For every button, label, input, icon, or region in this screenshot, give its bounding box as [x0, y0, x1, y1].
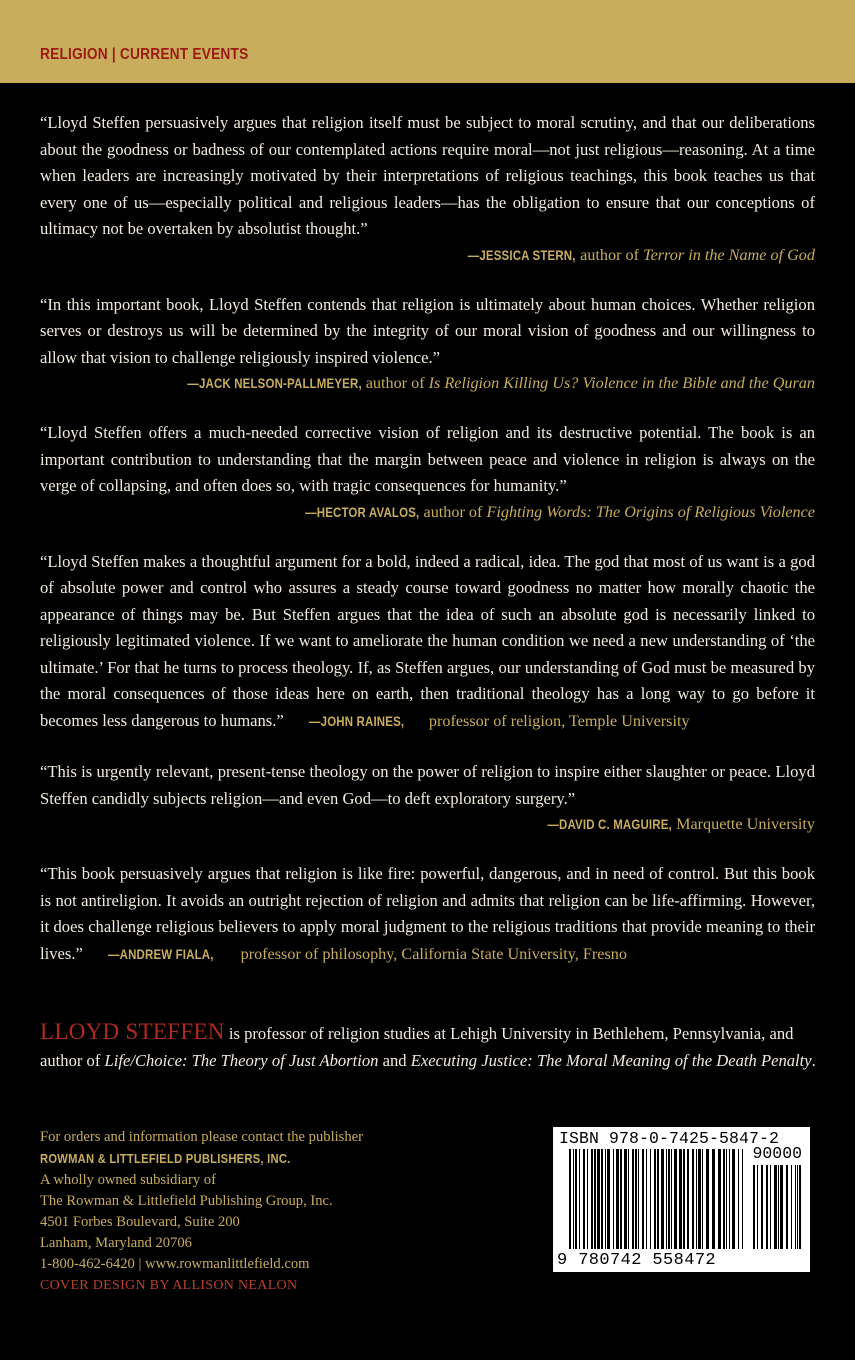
- barcode-bar: [635, 1149, 637, 1249]
- barcode-bar: [742, 1149, 743, 1249]
- barcode-bar: [661, 1149, 664, 1249]
- endorsement: [40, 292, 815, 396]
- bio-text: and: [378, 1051, 411, 1070]
- barcode-bar: [583, 1149, 585, 1249]
- bio-text: .: [811, 1051, 816, 1070]
- barcode-bar: [668, 1149, 670, 1249]
- barcode-addon-bar: [780, 1165, 783, 1249]
- barcode-bar: [628, 1149, 629, 1249]
- quote-text-body: “Lloyd Steffen makes a thoughtful argument for a bold, indeed a radical, idea. The god that most of us want is a god of absolute power and control who assures a steady course toward goodness no matter how morally chaotic the appearance of things may be. But Steffen argues that the idea of such an absolute god is necessarily linked to religiously legitimated violence. If we want to ameliorate the human condition we need a new understanding of ‘the ultimate.’ For that he turns to process theology. If, as Steffen argues, our understanding of God must be measured by the moral consequences of those ideas here on earth, then traditional theology has a long way to go before it becomes less dangerous to humans.”: [40, 551, 815, 730]
- barcode-bar: [706, 1149, 709, 1249]
- barcode-addon-bar: [791, 1165, 792, 1249]
- barcode-bar: [671, 1149, 672, 1249]
- endorser-role: author of: [423, 502, 483, 521]
- endorser-work: Fighting Words: The Origins of Religious Violence: [486, 502, 815, 521]
- isbn-barcode: [553, 1127, 810, 1272]
- price-code: 90000: [752, 1144, 802, 1163]
- barcode-bar: [605, 1149, 606, 1249]
- barcode-bar: [620, 1149, 622, 1249]
- quote-text: [40, 861, 815, 967]
- endorsement: [40, 110, 815, 267]
- endorser-name: —DAVID C. MAGUIRE,: [547, 816, 673, 832]
- barcode-bar: [657, 1149, 659, 1249]
- barcode-digits: 9 780742 558472: [557, 1251, 717, 1270]
- barcode-addon-bar: [766, 1165, 768, 1249]
- barcode-bar: [569, 1149, 571, 1249]
- barcode-bar: [607, 1149, 610, 1249]
- barcode-bar: [632, 1149, 634, 1249]
- barcode-bar: [729, 1149, 730, 1249]
- barcode-addon-bar: [786, 1165, 788, 1249]
- endorser-role: author of: [580, 245, 640, 264]
- barcode-bar: [573, 1149, 574, 1249]
- barcode-addon-bar: [778, 1165, 779, 1249]
- publisher-line: A wholly owned subsidiary of: [40, 1172, 216, 1188]
- endorsement: [40, 759, 815, 836]
- endorser-name: —HECTOR AVALOS,: [305, 503, 420, 520]
- quote-text: “Lloyd Steffen offers a much-needed corrective vision of religion and its destructive potential. The book is an important contribution to understanding that the margin between peace and violence in religion is always on the verge of collapsing, and often does so, with tragic consequences for humanity.”: [40, 423, 815, 495]
- barcode-bar: [613, 1149, 614, 1249]
- publisher-line: 4501 Forbes Boulevard, Suite 200: [40, 1214, 240, 1230]
- barcode-bar: [624, 1149, 627, 1249]
- barcode-bar: [654, 1149, 656, 1249]
- barcode-bar: [601, 1149, 603, 1249]
- endorser-role: Marquette University: [676, 815, 815, 833]
- barcode-bar: [702, 1149, 703, 1249]
- barcode-bar: [638, 1149, 639, 1249]
- barcode-bar: [594, 1149, 596, 1249]
- barcode-bar: [687, 1149, 689, 1249]
- barcode-addon-bar: [753, 1165, 755, 1249]
- endorser-name: —JOHN RAINES,: [308, 712, 404, 729]
- barcode-bar: [718, 1149, 721, 1249]
- quote-attribution: [40, 812, 815, 836]
- barcode-bar: [674, 1149, 677, 1249]
- category-label: RELIGION | CURRENT EVENTS: [40, 46, 249, 63]
- barcode-bar: [597, 1149, 600, 1249]
- publisher-intro: For orders and information please contact the publisher: [40, 1129, 363, 1145]
- quote-attribution: [309, 712, 690, 730]
- quote-text-body: “This book persuasively argues that religion is like fire: powerful, dangerous, and in need of control. But this book is not antireligion. It avoids an outright rejection of religion and admits that religion can be life-affirming. However, it does challenge religious believers to apply moral judgment to the religious traditions that provide meaning to their lives.”: [40, 864, 815, 963]
- barcode-addon-bar: [797, 1165, 798, 1249]
- barcode-bar: [587, 1149, 588, 1249]
- barcode-bar: [591, 1149, 593, 1249]
- barcode-addon-bar: [799, 1165, 801, 1249]
- barcode-addon-bar: [770, 1165, 771, 1249]
- endorsements: [40, 110, 815, 992]
- barcode-bar: [738, 1149, 739, 1249]
- cover-design-credit: COVER DESIGN BY ALLISON NEALON: [40, 1278, 298, 1293]
- barcode-bar: [698, 1149, 701, 1249]
- isbn-number: ISBN 978-0-7425-5847-2: [559, 1129, 780, 1148]
- endorser-role: professor of religion, Temple University: [428, 711, 690, 730]
- barcode-bar: [683, 1149, 685, 1249]
- endorser-name: —ANDREW FIALA,: [107, 945, 214, 962]
- quote-text: [40, 549, 815, 735]
- publisher-info: [40, 1127, 460, 1296]
- barcode-addon-bar: [774, 1165, 777, 1249]
- barcode-addon-bar: [757, 1165, 758, 1249]
- barcode-bar: [726, 1149, 727, 1249]
- barcode-bar: [616, 1149, 619, 1249]
- barcode-addon-bar: [761, 1165, 763, 1249]
- publisher-name: ROWMAN & LITTLEFIELD PUBLISHERS, INC.: [40, 1151, 291, 1166]
- barcode-bar: [732, 1149, 735, 1249]
- barcode-bar: [666, 1149, 667, 1249]
- barcode-bar: [696, 1149, 697, 1249]
- quote-text: “This is urgently relevant, present-tense theology on the power of religion to inspire either slaughter or peace. Lloyd Steffen candidly subjects religion—and even God—to deft exploratory surgery.”: [40, 762, 815, 808]
- publisher-line: The Rowman & Littlefield Publishing Group, Inc.: [40, 1193, 333, 1209]
- barcode-bar: [723, 1149, 725, 1249]
- barcode-bar: [579, 1149, 580, 1249]
- endorser-role: author of: [365, 374, 425, 392]
- bio-book-title: Executing Justice: The Moral Meaning of the Death Penalty: [410, 1051, 812, 1070]
- barcode-addon-bar: [795, 1165, 796, 1249]
- quote-text: “In this important book, Lloyd Steffen contends that religion is ultimately about human choices. Whether religion serves or destroys us will be determined by the integrity of our moral vision of goodness and our willingness to allow that vision to challenge religiously inspired violence.”: [40, 294, 815, 367]
- quote-attribution: [40, 243, 815, 267]
- quote-attribution: [108, 945, 627, 963]
- endorsement: [40, 420, 815, 524]
- barcode-bar: [575, 1149, 577, 1249]
- author-name: LLOYD STEFFEN: [40, 1019, 225, 1044]
- barcode-bar: [692, 1149, 694, 1249]
- bio-book-title: Life/Choice: The Theory of Just Abortion: [104, 1051, 379, 1070]
- category-band: [0, 0, 855, 83]
- quote-attribution: [40, 371, 815, 395]
- bio-text: is professor of religion studies at Lehigh University in Bethlehem, Pennsylvania, and author of: [40, 1024, 794, 1070]
- endorser-name: —JESSICA STERN,: [468, 246, 577, 263]
- endorsement: [40, 861, 815, 967]
- barcode-bar: [712, 1149, 715, 1249]
- quote-text: “Lloyd Steffen persuasively argues that religion itself must be subject to moral scrutiny, and that our deliberations about the goodness or badness of our contemplated actions require moral—not just religious—reasoning. At a time when leaders are increasingly motivated by their interpretations of religious teachings, this book teaches us that every one of us—especially political and religious leaders—has the obligation to ensure that our conceptions of ultimacy not be overtaken by absolutist thought.”: [40, 113, 815, 238]
- endorser-name: —JACK NELSON-PALLMEYER,: [187, 375, 362, 391]
- endorser-role: professor of philosophy, California State University, Fresno: [240, 944, 627, 963]
- quote-attribution: [40, 500, 815, 524]
- barcode-bar: [650, 1149, 651, 1249]
- publisher-contact: 1-800-462-6420 | www.rowmanlittlefield.com: [40, 1256, 310, 1272]
- barcode-bar: [646, 1149, 647, 1249]
- author-bio: [40, 1018, 820, 1074]
- barcode-bar: [642, 1149, 644, 1249]
- barcode-bar: [679, 1149, 682, 1249]
- publisher-line: Lanham, Maryland 20706: [40, 1235, 192, 1251]
- endorser-work: Is Religion Killing Us? Violence in the Bible and the Quran: [428, 374, 815, 392]
- endorser-work: Terror in the Name of God: [643, 245, 815, 264]
- endorsement: [40, 549, 815, 735]
